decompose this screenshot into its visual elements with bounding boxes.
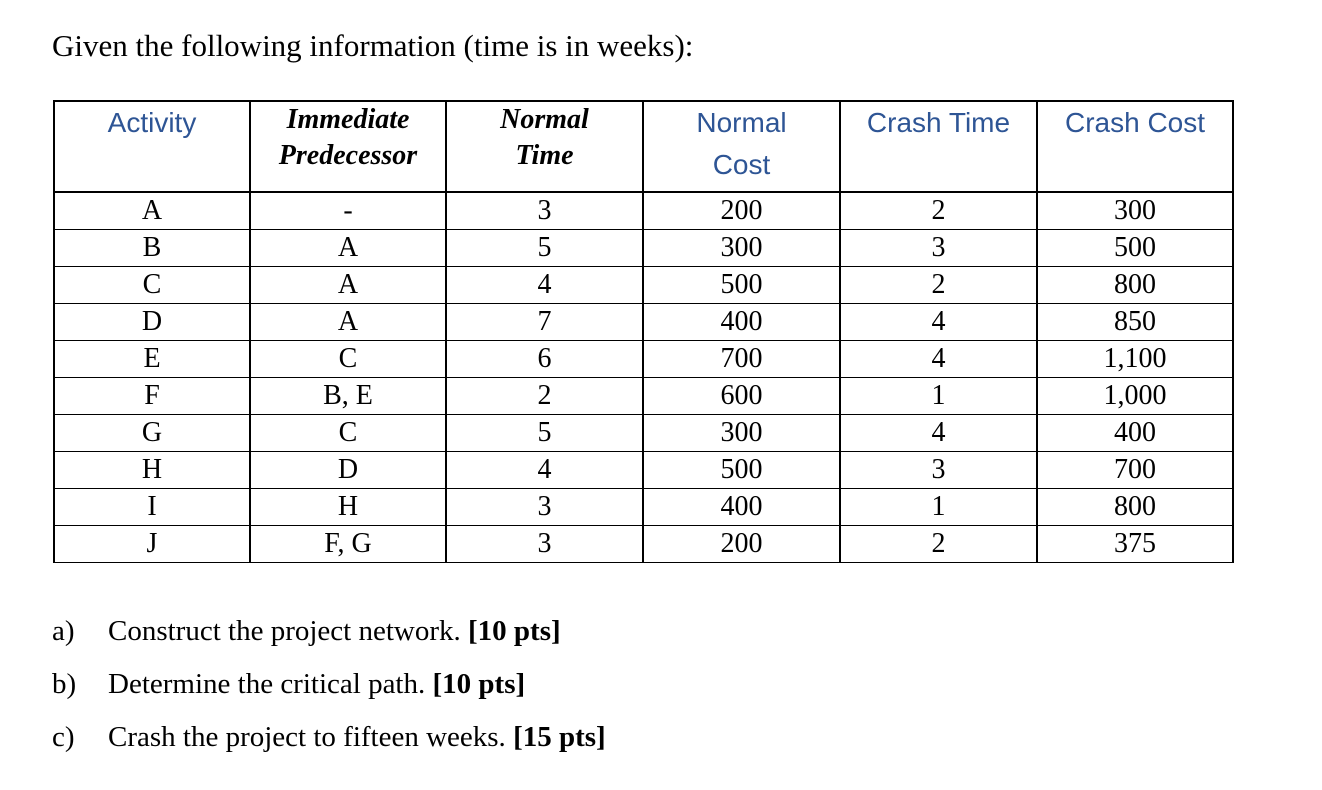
cell-crash-cost: 800 bbox=[1037, 267, 1233, 304]
cell-normal-cost: 200 bbox=[643, 192, 840, 230]
cell-predecessor: B, E bbox=[250, 378, 446, 415]
table-row bbox=[54, 304, 1233, 341]
table-row bbox=[54, 230, 1233, 267]
cell-normal-cost: 500 bbox=[643, 452, 840, 489]
table-row bbox=[54, 341, 1233, 378]
question-points: [10 pts] bbox=[432, 668, 526, 700]
cell-crash-time: 3 bbox=[840, 230, 1037, 267]
cell-crash-time: 4 bbox=[840, 415, 1037, 452]
cell-crash-time: 4 bbox=[840, 304, 1037, 341]
table-row bbox=[54, 452, 1233, 489]
cell-crash-cost: 800 bbox=[1037, 489, 1233, 526]
cell-normal-cost: 300 bbox=[643, 230, 840, 267]
cell-crash-cost: 500 bbox=[1037, 230, 1233, 267]
header-predecessor-line2: Predecessor bbox=[278, 140, 418, 171]
question-item bbox=[52, 714, 606, 767]
cell-activity: A bbox=[54, 192, 250, 230]
cell-crash-cost: 400 bbox=[1037, 415, 1233, 452]
header-crash-time bbox=[840, 101, 1037, 192]
question-points: [15 pts] bbox=[513, 721, 606, 753]
header-normal-time-line2: Time bbox=[515, 140, 574, 171]
cell-predecessor: H bbox=[250, 489, 446, 526]
cell-crash-time: 1 bbox=[840, 489, 1037, 526]
header-crash-cost-label: Crash Cost bbox=[1064, 107, 1206, 138]
cell-crash-cost: 1,100 bbox=[1037, 341, 1233, 378]
cell-activity: H bbox=[54, 452, 250, 489]
cell-normal-time: 6 bbox=[446, 341, 643, 378]
table-header-row bbox=[54, 101, 1233, 192]
cell-predecessor: C bbox=[250, 341, 446, 378]
question-item bbox=[52, 661, 606, 714]
cell-normal-cost: 200 bbox=[643, 526, 840, 563]
cell-normal-time: 4 bbox=[446, 267, 643, 304]
cell-predecessor: A bbox=[250, 267, 446, 304]
cell-crash-time: 4 bbox=[840, 341, 1037, 378]
header-normal-cost-line1: Normal bbox=[696, 107, 787, 138]
cell-predecessor: - bbox=[250, 192, 446, 230]
cell-predecessor: A bbox=[250, 230, 446, 267]
cell-normal-time: 3 bbox=[446, 489, 643, 526]
question-letter: c) bbox=[52, 721, 75, 753]
question-letter: b) bbox=[52, 668, 77, 700]
question-text: Crash the project to fifteen weeks. bbox=[108, 721, 514, 753]
cell-crash-cost: 375 bbox=[1037, 526, 1233, 563]
header-predecessor-line1: Immediate bbox=[286, 104, 410, 135]
activity-table bbox=[53, 100, 1234, 563]
cell-crash-time: 3 bbox=[840, 452, 1037, 489]
cell-crash-time: 2 bbox=[840, 192, 1037, 230]
cell-activity: C bbox=[54, 267, 250, 304]
table-row bbox=[54, 267, 1233, 304]
cell-activity: F bbox=[54, 378, 250, 415]
table-row bbox=[54, 489, 1233, 526]
cell-crash-cost: 300 bbox=[1037, 192, 1233, 230]
cell-activity: D bbox=[54, 304, 250, 341]
header-activity bbox=[54, 101, 250, 192]
cell-normal-cost: 500 bbox=[643, 267, 840, 304]
cell-crash-time: 1 bbox=[840, 378, 1037, 415]
cell-normal-cost: 300 bbox=[643, 415, 840, 452]
cell-normal-time: 5 bbox=[446, 415, 643, 452]
question-points: [10 pts] bbox=[468, 615, 561, 647]
cell-predecessor: A bbox=[250, 304, 446, 341]
header-immediate-predecessor bbox=[250, 101, 446, 192]
cell-activity: I bbox=[54, 489, 250, 526]
cell-crash-time: 2 bbox=[840, 526, 1037, 563]
header-crash-time-label: Crash Time bbox=[866, 107, 1011, 138]
cell-normal-cost: 700 bbox=[643, 341, 840, 378]
question-text: Construct the project network. bbox=[108, 615, 468, 647]
header-normal-time bbox=[446, 101, 643, 192]
question-text: Determine the critical path. bbox=[108, 668, 433, 700]
header-activity-label: Activity bbox=[107, 107, 197, 138]
cell-crash-time: 2 bbox=[840, 267, 1037, 304]
cell-normal-time: 4 bbox=[446, 452, 643, 489]
header-crash-cost bbox=[1037, 101, 1233, 192]
intro-text: Given the following information (time is in weeks): bbox=[52, 28, 694, 63]
cell-crash-cost: 1,000 bbox=[1037, 378, 1233, 415]
cell-normal-time: 3 bbox=[446, 192, 643, 230]
cell-normal-time: 5 bbox=[446, 230, 643, 267]
cell-predecessor: D bbox=[250, 452, 446, 489]
cell-normal-time: 3 bbox=[446, 526, 643, 563]
question-list bbox=[52, 608, 606, 767]
cell-crash-cost: 850 bbox=[1037, 304, 1233, 341]
cell-crash-cost: 700 bbox=[1037, 452, 1233, 489]
cell-activity: G bbox=[54, 415, 250, 452]
cell-normal-cost: 400 bbox=[643, 489, 840, 526]
header-normal-cost bbox=[643, 101, 840, 192]
cell-predecessor: C bbox=[250, 415, 446, 452]
cell-normal-time: 7 bbox=[446, 304, 643, 341]
table-row bbox=[54, 192, 1233, 230]
cell-predecessor: F, G bbox=[250, 526, 446, 563]
cell-activity: E bbox=[54, 341, 250, 378]
table-row bbox=[54, 415, 1233, 452]
cell-activity: J bbox=[54, 526, 250, 563]
question-item bbox=[52, 608, 606, 661]
table-row bbox=[54, 526, 1233, 563]
cell-normal-time: 2 bbox=[446, 378, 643, 415]
cell-normal-cost: 600 bbox=[643, 378, 840, 415]
table-row bbox=[54, 378, 1233, 415]
cell-normal-cost: 400 bbox=[643, 304, 840, 341]
header-normal-cost-line2: Cost bbox=[712, 149, 771, 180]
cell-activity: B bbox=[54, 230, 250, 267]
header-normal-time-line1: Normal bbox=[500, 104, 589, 135]
question-letter: a) bbox=[52, 615, 75, 647]
